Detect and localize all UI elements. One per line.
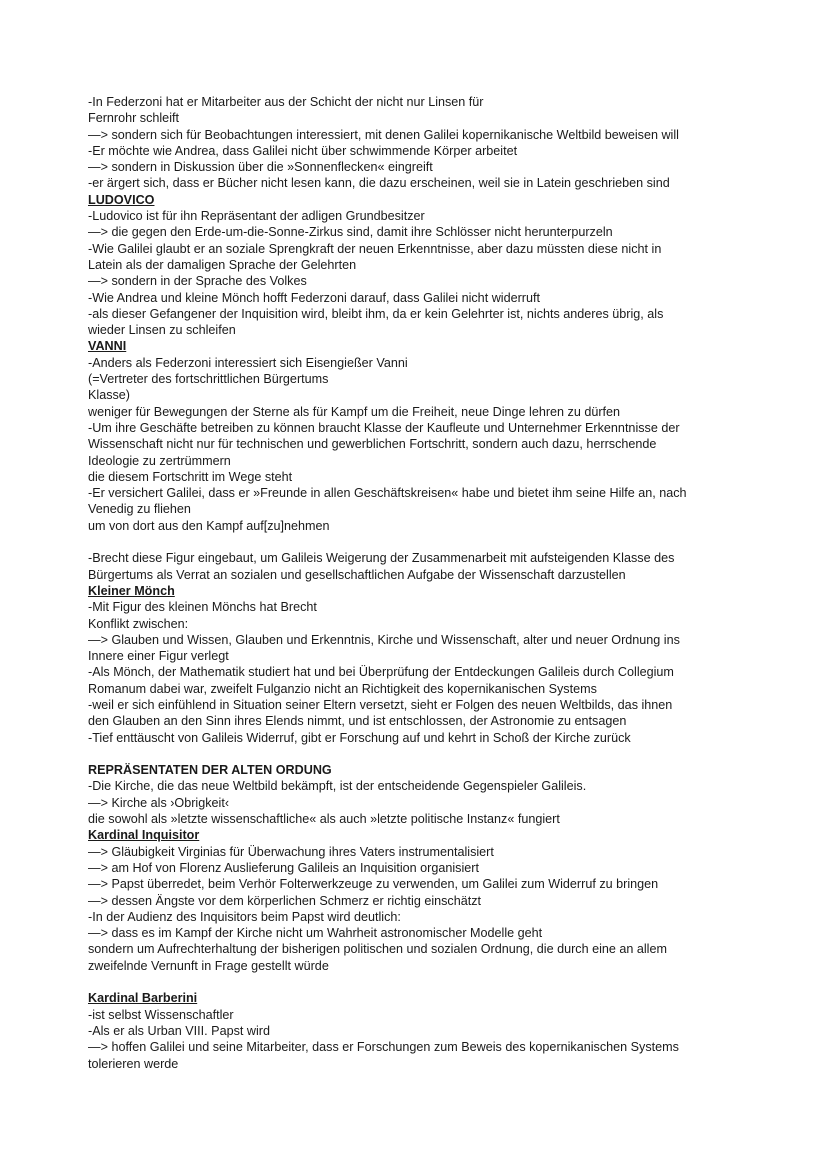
section-heading: Kleiner Mönch — [88, 583, 175, 598]
text-line: zweifelnde Vernunft in Frage gestellt würde — [88, 958, 329, 973]
text-line: den Glauben an den Sinn ihres Elends nimmt, und ist entschlossen, der Astronomie zu entsagen — [88, 714, 627, 729]
text-line: —> dessen Ängste vor dem körperlichen Schmerz er richtig einschätzt — [88, 893, 482, 908]
text-line: -Wie Galilei glaubt er an soziale Sprengkraft der neuen Erkenntnisse, aber dazu müssten diese nicht in — [88, 241, 662, 256]
text-line: —> am Hof von Florenz Auslieferung Galileis an Inquisition organisiert — [88, 860, 479, 875]
text-line: die sowohl als »letzte wissenschaftliche« als auch »letzte politische Instanz« fungiert — [88, 812, 560, 827]
text-line: —> Glauben und Wissen, Glauben und Erkenntnis, Kirche und Wissenschaft, alter und neuer Ordnung ins — [88, 632, 680, 647]
text-line: —> sondern in Diskussion über die »Sonnenflecken« eingreift — [88, 160, 433, 175]
text-line: -Als er als Urban VIII. Papst wird — [88, 1023, 270, 1038]
text-line: Venedig zu fliehen — [88, 502, 191, 517]
text-line: weniger für Bewegungen der Sterne als für Kampf um die Freiheit, neue Dinge lehren zu dürfen — [88, 404, 621, 419]
text-line: -weil er sich einfühlend in Situation seiner Eltern versetzt, sieht er Folgen des neuen Weltbilds, das ihnen — [88, 697, 673, 712]
text-line: —> dass es im Kampf der Kirche nicht um Wahrheit astronomischer Modelle geht — [88, 926, 543, 941]
text-line: (=Vertreter des fortschrittlichen Bürgertums — [88, 372, 329, 387]
text-line: Ideologie zu zertrümmern — [88, 453, 231, 468]
text-line: sondern um Aufrechterhaltung der bisherigen politischen und sozialen Ordnung, die durch eine an allem — [88, 942, 667, 957]
text-line: —> Kirche als ›Obrigkeit‹ — [88, 795, 230, 810]
text-line: -als dieser Gefangener der Inquisition wird, bleibt ihm, da er kein Gelehrter ist, nichts anderes übrig, als — [88, 306, 664, 321]
text-line: -Als Mönch, der Mathematik studiert hat und bei Überprüfung der Entdeckungen Galileis durch Collegium — [88, 665, 674, 680]
blank-line — [88, 746, 748, 762]
text-line: —> Gläubigkeit Virginias für Überwachung ihres Vaters instrumentalisiert — [88, 844, 494, 859]
text-line: Fernrohr schleift — [88, 111, 179, 126]
text-line: —> hoffen Galilei und seine Mitarbeiter, dass er Forschungen zum Beweis des kopernikanischen Systems — [88, 1040, 679, 1055]
text-line: -In der Audienz des Inquisitors beim Papst wird deutlich: — [88, 909, 401, 924]
text-line: -Er möchte wie Andrea, dass Galilei nicht über schwimmende Körper arbeitet — [88, 143, 518, 158]
text-line: -er ärgert sich, dass er Bücher nicht lesen kann, die dazu erscheinen, weil sie in Latein geschrieben sind — [88, 176, 670, 191]
text-line: -Um ihre Geschäfte betreiben zu können braucht Klasse der Kaufleute und Unternehmer Erkenntnisse der — [88, 420, 680, 435]
text-line: -Mit Figur des kleinen Mönchs hat Brecht — [88, 600, 317, 615]
text-line: —> sondern in der Sprache des Volkes — [88, 274, 307, 289]
text-line: -Die Kirche, die das neue Weltbild bekämpft, ist der entscheidende Gegenspieler Galileis. — [88, 779, 587, 794]
text-line: -Brecht diese Figur eingebaut, um Galileis Weigerung der Zusammenarbeit mit aufsteigenden Klasse des — [88, 551, 675, 566]
text-line: -ist selbst Wissenschaftler — [88, 1007, 234, 1022]
text-line: —> die gegen den Erde-um-die-Sonne-Zirkus sind, damit ihre Schlösser nicht herunterpurzeln — [88, 225, 613, 240]
section-heading: VANNI — [88, 339, 127, 354]
text-line: —> Papst überredet, beim Verhör Folterwerkzeuge zu verwenden, um Galilei zum Widerruf zu bringen — [88, 877, 659, 892]
text-line: Innere einer Figur verlegt — [88, 649, 229, 664]
text-line: Bürgertums als Verrat an sozialen und gesellschaftlichen Aufgabe der Wissenschaft darzustellen — [88, 567, 626, 582]
blank-line — [88, 534, 748, 550]
text-line: -Wie Andrea und kleine Mönch hofft Federzoni darauf, dass Galilei nicht widerruft — [88, 290, 540, 305]
text-line: wieder Linsen zu schleifen — [88, 323, 236, 338]
text-line: Wissenschaft nicht nur für technischen und gewerblichen Fortschritt, sondern auch dazu, herrschende — [88, 437, 657, 452]
text-line: -Er versichert Galilei, dass er »Freunde in allen Geschäftskreisen« habe und bietet ihm seine Hilfe an, nach — [88, 486, 687, 501]
text-line: -Tief enttäuscht von Galileis Widerruf, gibt er Forschung auf und kehrt in Schoß der Kirche zurück — [88, 730, 631, 745]
text-line: Latein als der damaligen Sprache der Gelehrten — [88, 257, 357, 272]
text-line: -Ludovico ist für ihn Repräsentant der adligen Grundbesitzer — [88, 209, 425, 224]
text-line: tolerieren werde — [88, 1056, 179, 1071]
text-line: Konflikt zwischen: — [88, 616, 189, 631]
section-heading: LUDOVICO — [88, 192, 155, 207]
text-line: -In Federzoni hat er Mitarbeiter aus der Schicht der nicht nur Linsen für — [88, 95, 484, 109]
text-line: die diesem Fortschritt im Wege steht — [88, 469, 293, 484]
text-line: -Anders als Federzoni interessiert sich Eisengießer Vanni — [88, 355, 408, 370]
document-page — [88, 94, 748, 1072]
text-line: Klasse) — [88, 388, 130, 403]
text-line: —> sondern sich für Beobachtungen interessiert, mit denen Galilei kopernikanische Weltbild beweisen will — [88, 127, 679, 142]
section-heading: REPRÄSENTATEN DER ALTEN ORDUNG — [88, 763, 332, 778]
text-line: Romanum dabei war, zweifelt Fulganzio nicht an Richtigkeit des kopernikanischen Systems — [88, 681, 597, 696]
text-line: um von dort aus den Kampf auf[zu]nehmen — [88, 518, 330, 533]
section-heading: Kardinal Barberini — [88, 991, 198, 1006]
section-heading: Kardinal Inquisitor — [88, 828, 200, 843]
blank-line — [88, 974, 748, 990]
